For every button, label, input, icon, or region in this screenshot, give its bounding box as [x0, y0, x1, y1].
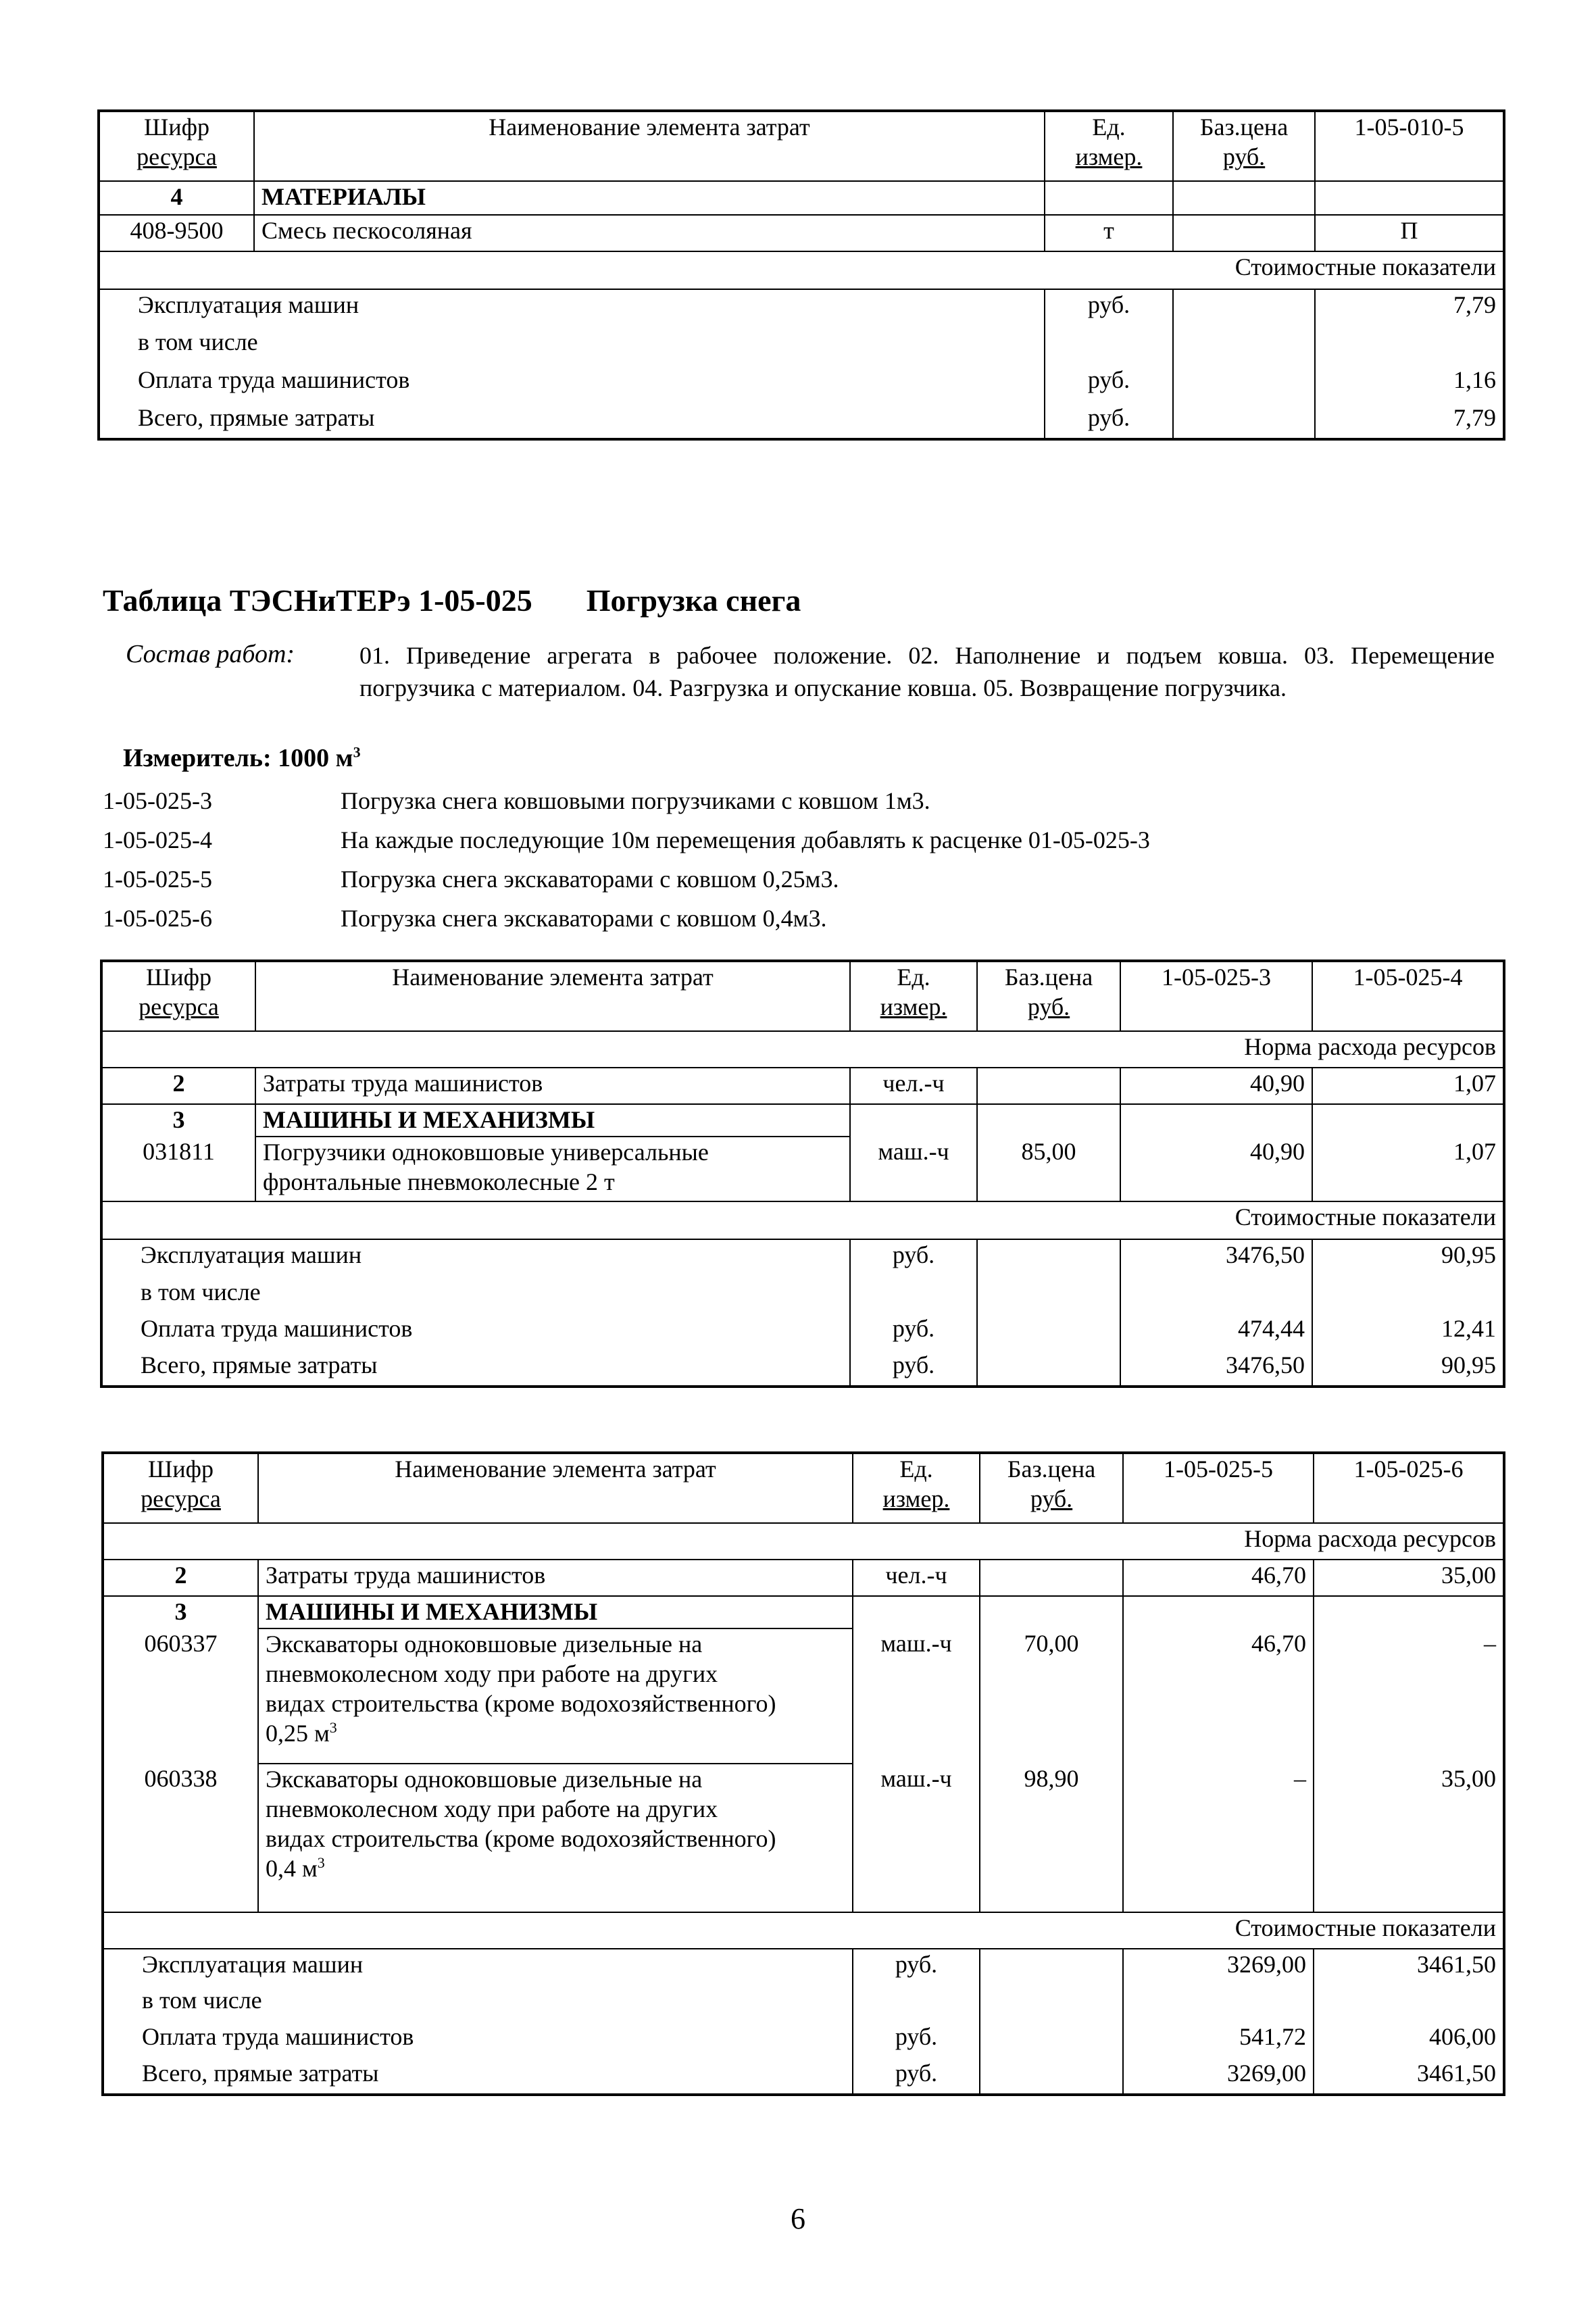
- machine-name: Погрузчики одноковшовые универсальные фронтальные пневмоколесные 2 т: [255, 1137, 850, 1201]
- cost-label: Эксплуатация машин: [103, 1949, 853, 1985]
- cost-v2: 12,41: [1441, 1315, 1496, 1342]
- machine-unit: маш.-ч: [853, 1628, 980, 1764]
- table-1-05-025-3-4: [100, 960, 1505, 1388]
- cost-unit: руб.: [853, 2022, 980, 2058]
- machine-name: Экскаваторы одноковшовые дизельные на пневмоколесном ходу при работе на других видах строительства (кроме водохозяйственного) 0,25 $м^3$: [258, 1628, 853, 1764]
- cost-header: Стоимостные показатели: [1235, 253, 1496, 280]
- cost-v1: 474,44: [1120, 1314, 1312, 1350]
- machine-v2: 35,00: [1441, 1765, 1496, 1792]
- cost-unit: руб.: [850, 1350, 977, 1387]
- work-description: 01. Приведение агрегата в рабочее положение. 02. Наполнение и подъем ковша. 03. Перемещение погрузчика с материалом. 04. Разгрузка и опускание ковша. 05. Возвращение погрузчика.: [359, 642, 1495, 701]
- table-1-05-010-5: [97, 109, 1505, 441]
- header-name: Наименование элемента затрат: [255, 961, 850, 1031]
- section-title: МАТЕРИАЛЫ: [254, 181, 1045, 215]
- labor-v2: 1,07: [1453, 1070, 1496, 1097]
- header-price: Баз.цена руб.: [980, 1453, 1123, 1523]
- cost-v1: 3269,00: [1123, 2058, 1314, 2095]
- header-col: 1-05-010-5: [1354, 114, 1464, 141]
- cost-value: 1,16: [1453, 366, 1496, 393]
- cost-v2: 406,00: [1429, 2023, 1496, 2050]
- header-name: Наименование элемента затрат: [258, 1453, 853, 1523]
- work-label: Состав работ:: [126, 640, 295, 668]
- machine-v1: 40,90: [1120, 1137, 1312, 1201]
- cost-v2: 90,95: [1441, 1351, 1496, 1378]
- machine-v1: 46,70: [1123, 1628, 1314, 1764]
- header-col1: 1-05-025-5: [1123, 1453, 1314, 1523]
- header-code: Шифр ресурса: [103, 1453, 258, 1523]
- section-num: 3: [103, 1596, 258, 1628]
- cost-v1: 541,72: [1123, 2022, 1314, 2058]
- header-price: Баз.цена руб.: [1173, 111, 1315, 181]
- labor-num: 2: [103, 1560, 258, 1596]
- item-code: 408-9500: [99, 215, 254, 251]
- item-unit: т: [1045, 215, 1173, 251]
- machine-name: Экскаваторы одноковшовые дизельные на пневмоколесном ходу при работе на других видах строительства (кроме водохозяйственного) 0,4 $м^3$: [258, 1764, 853, 1912]
- header-col2: 1-05-025-4: [1353, 964, 1463, 991]
- cost-v2: 3461,50: [1417, 2060, 1496, 2087]
- labor-name: Затраты труда машинистов: [255, 1068, 850, 1104]
- table-name: Погрузка снега: [586, 583, 801, 618]
- machine-code: 060337: [103, 1628, 258, 1764]
- cost-label: Всего, прямые затраты: [101, 1350, 850, 1387]
- code-list-item: 1-05-025-4 На каждые последующие 10м перемещения добавлять к расценке 01-05-025-3: [103, 826, 1150, 853]
- code-list: [103, 781, 1150, 938]
- cost-v2: 90,95: [1441, 1241, 1496, 1268]
- cost-unit: руб.: [1045, 403, 1173, 439]
- labor-v1: 40,90: [1120, 1068, 1312, 1104]
- code-list-item: 1-05-025-3 Погрузка снега ковшовыми погрузчиками с ковшом 1м3.: [103, 787, 930, 814]
- cost-unit: руб.: [1045, 289, 1173, 327]
- section-title: МАШИНЫ И МЕХАНИЗМЫ: [258, 1596, 853, 1628]
- cost-unit: руб.: [1045, 365, 1173, 403]
- machine-price: 98,90: [980, 1764, 1123, 1912]
- machine-v2: –: [1484, 1630, 1496, 1657]
- cost-label: Оплата труда машинистов: [101, 1314, 850, 1350]
- header-unit: Ед. измер.: [850, 961, 977, 1031]
- cost-value: 7,79: [1453, 404, 1496, 431]
- machine-code: 031811: [101, 1137, 255, 1201]
- labor-v2: 35,00: [1441, 1562, 1496, 1589]
- section-num: 4: [99, 181, 254, 215]
- cost-unit: руб.: [850, 1239, 977, 1277]
- cost-header: Стоимостные показатели: [1235, 1914, 1496, 1941]
- labor-name: Затраты труда машинистов: [258, 1560, 853, 1596]
- header-col2: 1-05-025-6: [1353, 1455, 1464, 1483]
- machine-unit: маш.-ч: [853, 1764, 980, 1912]
- cost-v1: 3269,00: [1123, 1949, 1314, 1985]
- cost-label: Эксплуатация машин: [101, 1239, 850, 1277]
- header-price: Баз.цена руб.: [977, 961, 1120, 1031]
- machine-v1: –: [1123, 1764, 1314, 1912]
- cost-v1: 3476,50: [1120, 1350, 1312, 1387]
- item-value: П: [1400, 217, 1418, 244]
- code-list-item: 1-05-025-5 Погрузка снега экскаваторами с ковшом 0,25м3.: [103, 866, 839, 893]
- cost-label: Эксплуатация машин: [99, 289, 1045, 327]
- code-list-item: 1-05-025-6 Погрузка снега экскаваторами с ковшом 0,4м3.: [103, 905, 827, 932]
- header-code: Шифр ресурса: [99, 111, 254, 181]
- item-name: Смесь пескосоляная: [254, 215, 1045, 251]
- machine-price: 85,00: [977, 1137, 1120, 1201]
- norm-header: Норма расхода ресурсов: [1244, 1033, 1496, 1060]
- cost-label: Оплата труда машинистов: [99, 365, 1045, 403]
- section-title: МАШИНЫ И МЕХАНИЗМЫ: [255, 1104, 850, 1137]
- cost-label: в том числе: [99, 327, 1045, 365]
- cost-label: в том числе: [101, 1277, 850, 1314]
- labor-unit: чел.-ч: [850, 1068, 977, 1104]
- header-unit: Ед. измер.: [853, 1453, 980, 1523]
- cost-unit: руб.: [853, 2058, 980, 2095]
- labor-v1: 46,70: [1123, 1560, 1314, 1596]
- cost-unit: руб.: [850, 1314, 977, 1350]
- cost-label: Всего, прямые затраты: [99, 403, 1045, 439]
- cost-value: 7,79: [1453, 291, 1496, 318]
- cost-label: Всего, прямые затраты: [103, 2058, 853, 2095]
- cost-header: Стоимостные показатели: [1235, 1203, 1496, 1230]
- page-number: 6: [791, 2202, 805, 2235]
- header-unit: Ед. измер.: [1045, 111, 1173, 181]
- machine-code: 060338: [103, 1764, 258, 1912]
- machine-unit: маш.-ч: [850, 1137, 977, 1201]
- section-num: 3: [101, 1104, 255, 1137]
- cost-unit: руб.: [853, 1949, 980, 1985]
- table-title: [103, 582, 801, 618]
- header-name: Наименование элемента затрат: [254, 111, 1045, 181]
- table-label: Таблица ТЭСНиТЕРэ 1-05-025: [103, 583, 532, 618]
- labor-num: 2: [101, 1068, 255, 1104]
- header-code: Шифр ресурса: [101, 961, 255, 1031]
- table-1-05-025-5-6: [101, 1451, 1505, 2096]
- meter: Измеритель: 1000 $м^3$: [123, 743, 361, 772]
- machine-price: 70,00: [980, 1628, 1123, 1764]
- machine-v2: 1,07: [1453, 1138, 1496, 1165]
- norm-header: Норма расхода ресурсов: [1244, 1525, 1496, 1552]
- header-col1: 1-05-025-3: [1120, 961, 1312, 1031]
- cost-v2: 3461,50: [1417, 1951, 1496, 1978]
- cost-label: в том числе: [103, 1985, 853, 2022]
- cost-label: Оплата труда машинистов: [103, 2022, 853, 2058]
- labor-unit: чел.-ч: [853, 1560, 980, 1596]
- cost-v1: 3476,50: [1120, 1239, 1312, 1277]
